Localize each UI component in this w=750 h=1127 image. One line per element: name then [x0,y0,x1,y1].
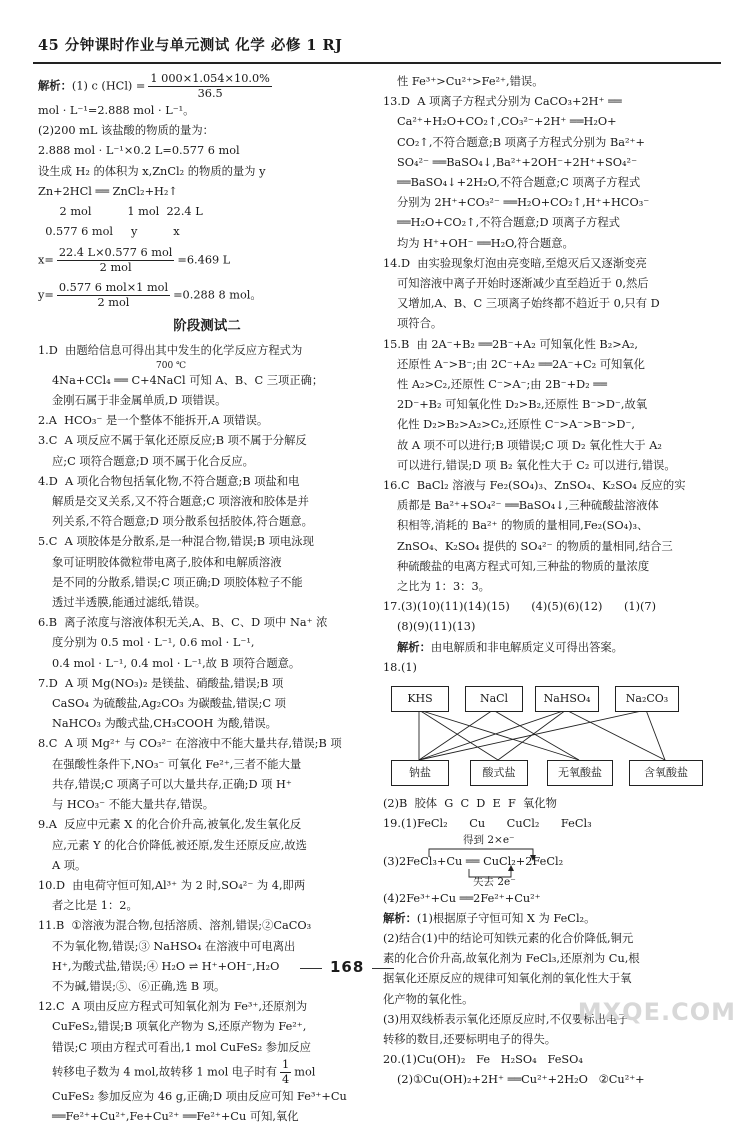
answer-9: 9.A 反应中元素 X 的化合价升高,被氧化,发生氧化反 [38,818,302,832]
q-solution-line-1: 解析：(1) c (HCl) = $\frac{1 000\times 1.054\times 10.0\%}{36.5}$ [38,72,270,100]
text-line: 2.888 mol · L⁻¹×0.2 L=0.577 6 mol [38,144,240,158]
header-rule [33,62,721,64]
page-header-title: 45 分钟课时作业与单元测试 化学 必修 1 RJ [38,37,343,54]
box-nahso4: NaHSO₄ [535,686,599,712]
box-acid-salt: 酸式盐 [470,760,528,786]
answer-19: 19.(1)FeCl₂ Cu CuCl₂ FeCl₃ [383,817,592,831]
answer-20: 20.(1)Cu(OH)₂ Fe H₂SO₄ FeSO₄ [383,1053,583,1067]
answer-3: 3.C A 项反应不属于氧化还原反应;B 项不属于分解反 [38,434,307,448]
answer-16: 16.C BaCl₂ 溶液与 Fe₂(SO₄)₃、ZnSO₄、K₂SO₄ 反应的实 [383,479,686,493]
answer-8: 8.C A 项 Mg²⁺ 与 CO₃²⁻ 在溶液中不能大量共存,错误;B 项 [38,737,342,751]
footer-dash-left [300,968,322,969]
box-khs: KHS [391,686,449,712]
lose-electrons-label: 失去 2e⁻ [473,875,516,888]
fraction-quarter: $\frac{1}{4}$ [282,1057,290,1086]
section-title: 阶段测试二 [173,318,241,335]
x-result-line: x= $\frac{\text{22.4 L×0.577 6 mol}}{\text{2 mol}}$ =6.469 L [38,246,231,275]
bridge-equation: (3)2FeCl₃+Cu ══ CuCl₂+2FeCl₂ [383,854,564,868]
answer-1: 1.D 由题给信息可得出其中发生的化学反应方程式为 [38,343,303,357]
answer-11: 11.B ①溶液为混合物,包括溶质、溶剂,错误;②CaCO₃ [38,919,312,933]
box-oxysalt: 含氧酸盐 [629,760,703,786]
answer-1-cond: 700 ℃ [156,360,187,371]
salt-classification-diagram [383,680,721,792]
equation-line: 0.577 6 mol y x [38,225,180,239]
page-number: 168 [330,958,365,976]
fraction-x: $\frac{\text{22.4 L×0.577 6 mol}}{\text{2 mol}}$ [58,246,173,275]
answer-15: 15.B 由 2A⁻+B₂ ══2B⁻+A₂ 可知氧化性 B₂>A₂, [383,337,638,351]
answer-6: 6.B 离子浓度与溶液体积无关,A、B、C、D 项中 Na⁺ 浓 [38,616,328,630]
footer-dash-right [372,968,394,969]
left-column: 解析：(1) c (HCl) = $\frac{1 000\times 1.054\times 10.0\%}{36.5}$ mol · L⁻¹=2.888 mol · L⁻¹。 (2)200 mL 该盐酸的物质的量为： 2.888 mol · L⁻¹×0.2 L=0.577 6 mol 设生成 H₂ 的体积为 x,ZnCl₂ 的物质的量为 y Zn+2HCl ══ ZnCl₂+H₂↑ 2 mol 1 mol 22.4 L 0.577 6 mol y x x= $\frac{\text{22.4 L×0.577 6 mol}}{\text{2 mol}}$ =6.469 L y= $\frac{\text{0.577 6 mol×1 mol}}{\text{2 mol}}$ =0.288 8 mol。 阶段测试二 1.D 由题给信息可得出其中发生的化学反应方程式为 700 ℃ 4Na+CCl₄ ══ C+4NaCl 可知 A、B、C 三项正确； 金刚石属于非金属单质,D 项错误。 2.A HCO₃⁻ 是一个整体不能拆开,A 项错误。 3.C A 项反应不属于氧化还原反应;B 项不属于分解反 应;C 项符合题意;D 项不属于化合反应。 4.D A 项化合物包括氧化物,不符合题意;B 项盐和电 解质是交叉关系,又不符合题意;C 项溶液和胶体是并 列关系,不符合题意;D 项分散系包括胶体,符合题意。 5.C A 项胶体是分散系,是一种混合物,错误;B 项电泳现 象可证明胶体微粒带电离子,胶体和电解质溶液 是不同的分散系,错误;C 项正确;D 项胶体粒子不能 透过半透膜,能通过滤纸,错误。 6.B 离子浓度与溶液体积无关,A、B、C、D 项中 Na⁺ 浓 度分别为 0.5 mol · L⁻¹, 0.6 mol · L⁻¹, 0.4 mol · L⁻¹, 0.4 mol · L⁻¹,故 B 项符合题意。 7.D A 项 Mg(NO₃)₂ 是镁盐、硝酸盐,错误;B 项 CaSO₄ 为硫酸盐,Ag₂CO₃ 为碳酸盐,错误;C 项 NaHCO₃ 为酸式盐,CH₃COOH 为酸,错误。 8.C A 项 Mg²⁺ 与 CO₃²⁻ 在溶液中不能大量共存,错误;B 项 在强酸性条件下,NO₃⁻ 可氧化 Fe²⁺,三者不能大量 共存,错误;C 项离子可以大量共存,正确;D 项 H⁺ 与 HCO₃⁻ 不能大量共存,错误。 9.A 反应中元素 X 的化合价升高,被氧化,发生氧化反 应,元素 Y 的化合价降低,被还原,发生还原反应,故选 A 项。 10.D 由电荷守恒可知,Al³⁺ 为 2 时,SO₄²⁻ 为 4,即两 者之比是 1：2。 11.B ①溶液为混合物,包括溶质、溶剂,错误;②CaCO₃ 不为氧化物,错误;③ NaHSO₄ 在溶液中可电离出 H⁺,为酸式盐,错误;④ H₂O ⇌ H⁺+OH⁻,H₂O 不为碱,错误;⑤、⑥正确,选 B 项。 12.C A 项由反应方程式可知氧化剂为 Fe³⁺,还原剂为 CuFeS₂,错误;B 项氧化产物为 S,还原产物为 Fe²⁺, 错误;C 项由方程式可看出,1 mol CuFeS₂ 参加反应 转移电子数为 4 mol,故转移 1 mol 电子时有 $\frac{1}{4}$ mol CuFeS₂ 参加反应为 46 g,正确;D 项由反应可知 Fe³⁺+Cu ══Fe²⁺+Cu²⁺,Fe+Cu²⁺ ══Fe²⁺+Cu 可知,氧化 [38,72,376,1127]
answer-13: 13.D A 项离子方程式分别为 CaCO₃+2H⁺ ══ [383,95,622,109]
answer-10: 10.D 由电荷守恒可知,Al³⁺ 为 2 时,SO₄²⁻ 为 4,即两 [38,878,306,892]
equation-line: 2 mol 1 mol 22.4 L [38,205,203,219]
equation-line: Zn+2HCl ══ ZnCl₂+H₂↑ [38,184,178,198]
text-line: mol · L⁻¹=2.888 mol · L⁻¹。 [38,104,195,117]
answer-12: 12.C A 项由反应方程式可知氧化剂为 Fe³⁺,还原剂为 [38,1000,308,1014]
double-bridge-equation [383,835,721,889]
box-oxygen-free-salt: 无氧酸盐 [547,760,613,786]
fraction-hcl: $\frac{1 000\times 1.054\times 10.0\%}{36.5}$ [150,72,270,100]
answer-18: 18.(1) [383,660,417,674]
y-result-line: y= $\frac{\text{0.577 6 mol×1 mol}}{\text{2 mol}}$ =0.288 8 mol。 [38,281,262,310]
box-na2co3: Na₂CO₃ [615,686,679,712]
right-column: 性 Fe³⁺>Cu²⁺>Fe²⁺,错误。 13.D A 项离子方程式分别为 CaCO₃+2H⁺ ══ Ca²⁺+H₂O+CO₂↑,CO₃²⁻+2H⁺ ══H₂O+ CO₂↑,不符合题意;B 项离子方程式分别为 Ba²⁺+ SO₄²⁻ ══BaSO₄↓,Ba²⁺+2OH⁻+2H⁺+SO₄²⁻ ══BaSO₄↓+2H₂O,不符合题意;C 项离子方程式 分别为 2H⁺+CO₃²⁻ ══H₂O+CO₂↑,H⁺+HCO₃⁻ ══H₂O+CO₂↑,不符合题意;D 项离子方程式 均为 H⁺+OH⁻ ══H₂O,符合题意。 14.D 由实验现象灯泡由亮变暗,至熄灭后又逐渐变亮 可知溶液中离子开始时逐渐减少直至趋近于 0,然后 又增加,A、B、C 三项离子始终都不趋近于 0,只有 D 项符合。 15.B 由 2A⁻+B₂ ══2B⁻+A₂ 可知氧化性 B₂>A₂, 还原性 A⁻>B⁻;由 2C⁻+A₂ ══2A⁻+C₂ 可知氧化 性 A₂>C₂,还原性 C⁻>A⁻;由 2B⁻+D₂ ══ 2D⁻+B₂ 可知氧化性 D₂>B₂,还原性 B⁻>D⁻,故氧 化性 D₂>B₂>A₂>C₂,还原性 C⁻>A⁻>B⁻>D⁻, 故 A 项不可以进行;B 项错误;C 项 D₂ 氧化性大于 A₂ 可以进行,错误;D 项 B₂ 氧化性大于 C₂ 可以进行,错误。 16.C BaCl₂ 溶液与 Fe₂(SO₄)₃、ZnSO₄、K₂SO₄ 反应的实 质都是 Ba²⁺+SO₄²⁻ ══BaSO₄↓,三种硫酸盐溶液体 积相等,消耗的 Ba²⁺ 的物质的量相同,Fe₂(SO₄)₃、 ZnSO₄、K₂SO₄ 提供的 SO₄²⁻ 的物质的量相同,结合三 种硫酸盐的电离方程式可知,三种盐的物质的量浓度 之比为 1：3：3。 17.(3)(10)(11)(14)(15) (4)(5)(6)(12) (1)(7) (8)(9)(11)(13) 解析：由电解质和非电解质定义可得出答案。 18.(1) KHS NaCl NaHSO₄ Na₂CO₃ 钠盐 酸式盐 无氧酸盐 含氧酸盐 (2)B 胶体 G C D E F 氧化物 19.(1)FeCl₂ Cu CuCl₂ FeCl₃ 得到 2×e⁻ (3)2FeCl₃+Cu ══ CuCl₂+2FeCl₂ 失去 2e⁻ (4)2Fe³⁺+Cu ══2Fe²⁺+Cu²⁺ 解析：(1)根据原子守恒可知 X 为 FeCl₂。 (2)结合(1)中的结论可知铁元素的化合价降低,铜元 素的化合价升高,故氧化剂为 FeCl₃,还原剂为 Cu,根 据氧化还原反应的规律可知氧化剂的氧化性大于氧 化产物的氧化性。 (3)用双线桥表示氧化还原反应时,不仅要标出电子 转移的数目,还要标明电子的得失。 20.(1)Cu(OH)₂ Fe H₂SO₄ FeSO₄ (2)①Cu(OH)₂+2H⁺ ══Cu²⁺+2H₂O ②Cu²⁺+ [383,72,721,1091]
answer-17: 17.(3)(10)(11)(14)(15) (4)(5)(6)(12) (1)(7) [383,600,657,614]
answer-7: 7.D A 项 Mg(NO₃)₂ 是镁盐、硝酸盐,错误;B 项 [38,676,284,690]
answer-4: 4.D A 项化合物包括氧化物,不符合题意;B 项盐和电 [38,474,300,488]
box-nacl: NaCl [465,686,523,712]
answer-14: 14.D 由实验现象灯泡由亮变暗,至熄灭后又逐渐变亮 [383,256,647,270]
text-line: 设生成 H₂ 的体积为 x,ZnCl₂ 的物质的量为 y [38,164,266,178]
fraction-y: $\frac{\text{0.577 6 mol×1 mol}}{\text{2 mol}}$ [58,281,169,310]
answer-1-eq: 4Na+CCl₄ ══ C+4NaCl 可知 A、B、C 三项正确； [52,373,324,387]
text-line: (2)200 mL 该盐酸的物质的量为： [38,124,214,138]
watermark: MXQE.COM [577,998,736,1026]
gain-electrons-label: 得到 2×e⁻ [463,833,515,846]
box-sodium-salt: 钠盐 [391,760,449,786]
answer-2: 2.A HCO₃⁻ 是一个整体不能拆开,A 项错误。 [38,414,269,428]
answer-5: 5.C A 项胶体是分散系,是一种混合物,错误;B 项电泳现 [38,535,314,549]
